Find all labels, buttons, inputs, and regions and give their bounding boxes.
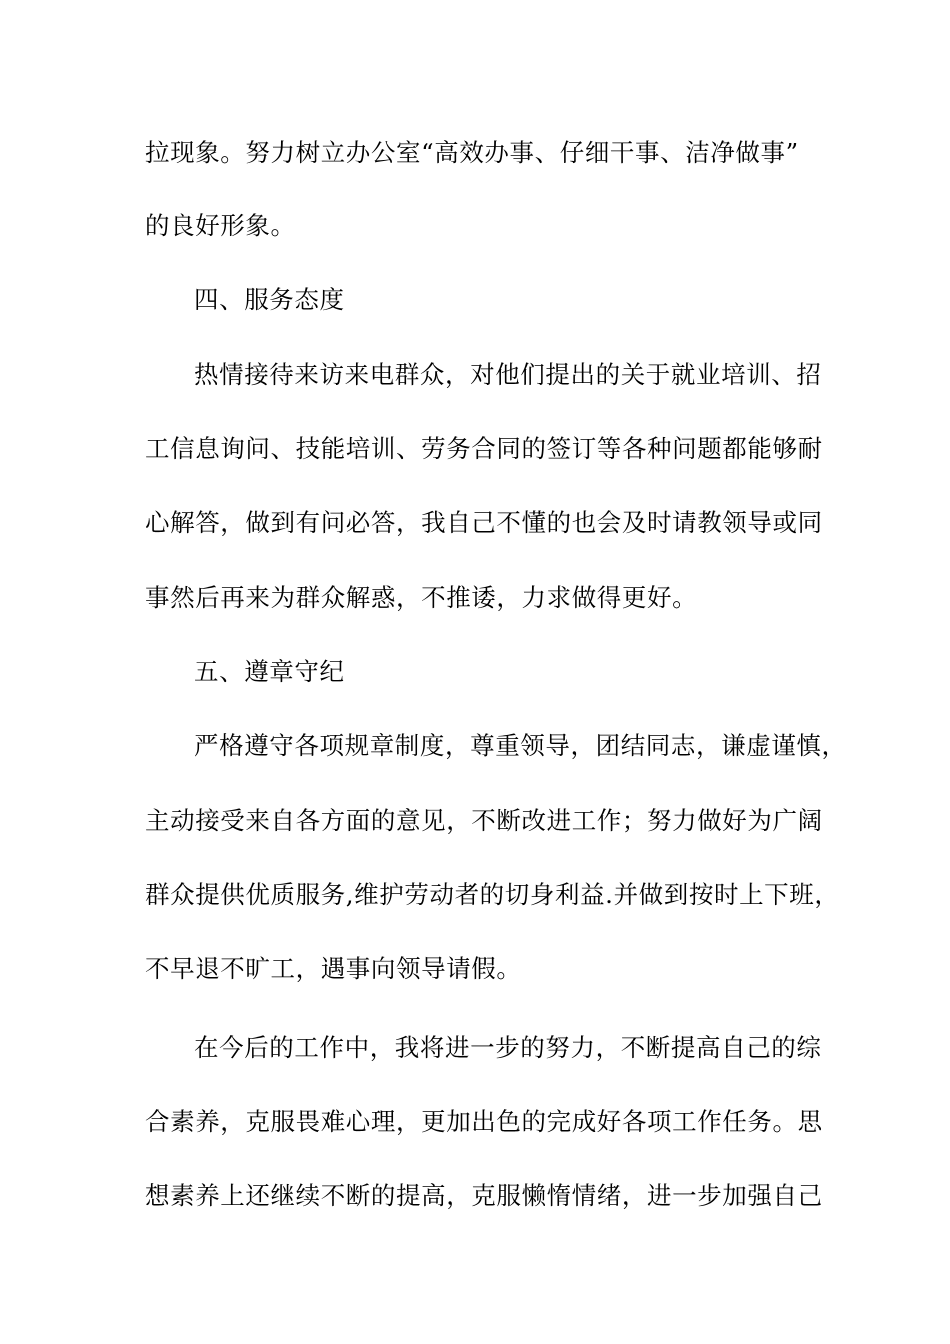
text-line: 的良好形象。: [145, 211, 296, 240]
text-line: 不早退不旷工，遇事向领导请假。: [145, 954, 522, 983]
text-line: 拉现象。努力树立办公室“高效办事、仔细干事、洁净做事”: [145, 138, 799, 167]
text-line: 在今后的工作中，我将进一步的努力，不断提高自己的综: [194, 1033, 822, 1062]
text-line: 想素养上还继续不断的提高，克服懒惰情绪，进一步加强自己: [145, 1181, 823, 1210]
text-line: 工信息询问、技能培训、劳务合同的签订等各种问题都能够耐: [145, 434, 823, 463]
text-line: 事然后再来为群众解惑，不推诿，力求做得更好。: [145, 583, 698, 612]
text-line: 主动接受来自各方面的意见，不断改进工作；努力做好为广阔: [145, 806, 823, 835]
section-heading: 五、遵章守纪: [194, 657, 345, 686]
text-line: 心解答，做到有问必答，我自己不懂的也会及时请教领导或同: [145, 508, 823, 537]
text-line: 热情接待来访来电群众，对他们提出的关于就业培训、招: [194, 360, 822, 389]
text-line: 群众提供优质服务,维护劳动者的切身利益.并做到按时上下班，: [145, 880, 840, 909]
text-line: 严格遵守各项规章制度，尊重领导，团结同志，谦虚谨慎，: [194, 731, 847, 760]
text-line: 合素养，克服畏难心理，更加出色的完成好各项工作任务。思: [145, 1107, 823, 1136]
section-heading: 四、服务态度: [194, 285, 345, 314]
